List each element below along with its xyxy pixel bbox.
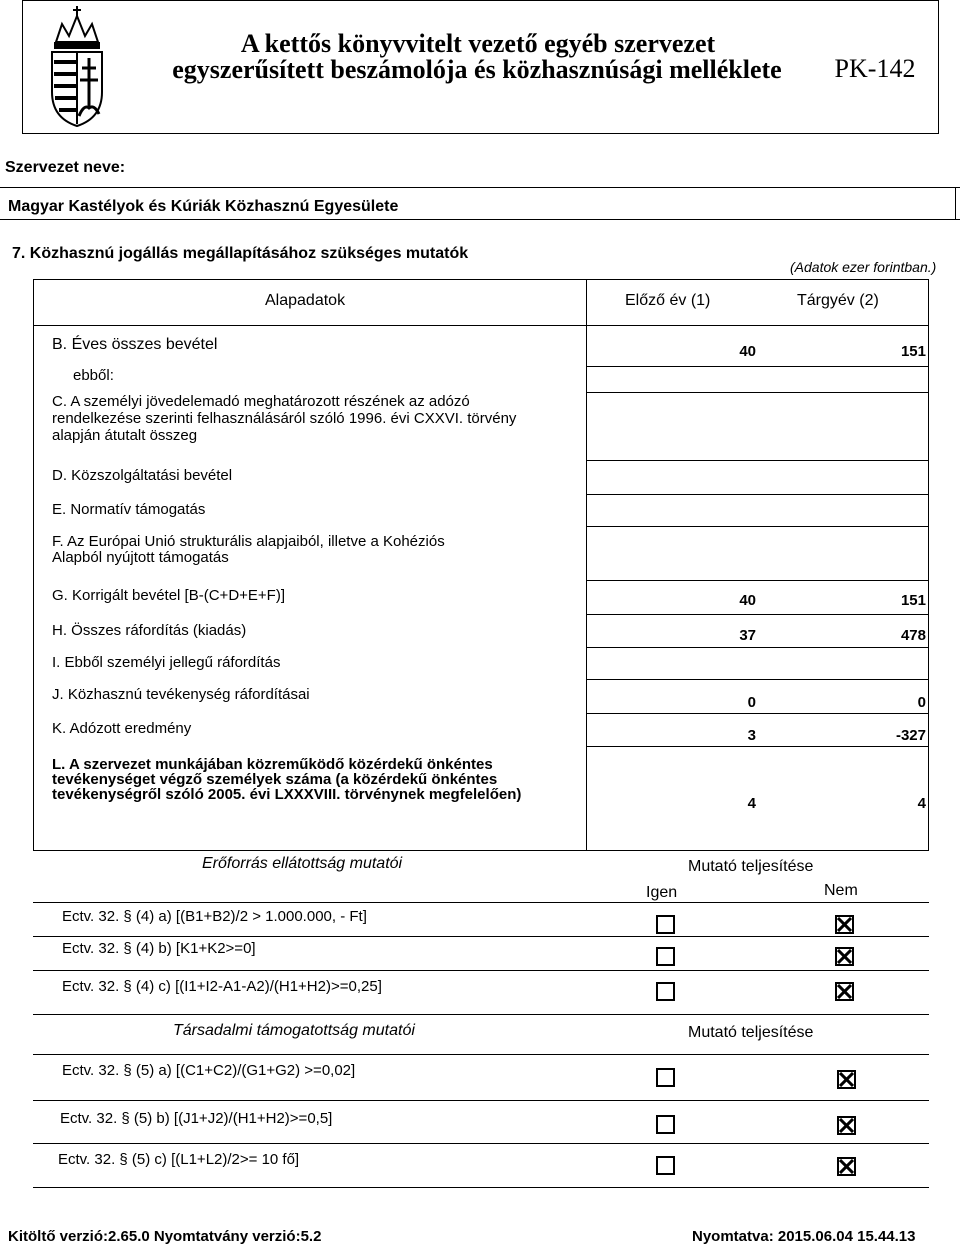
divider: [0, 219, 960, 220]
row-divider: [586, 526, 929, 527]
checkbox-no[interactable]: [835, 915, 854, 934]
table-border: [33, 279, 929, 280]
checkbox-yes[interactable]: [656, 982, 675, 1001]
row-divider: [586, 494, 929, 495]
checkbox-no[interactable]: [837, 1157, 856, 1176]
divider: [33, 902, 929, 903]
row-label-f: F. Az Európai Unió strukturális alapjaiból, illetve a Kohéziós Alapból nyújtott támogatás: [52, 533, 445, 566]
row-divider: [586, 746, 929, 747]
table-border: [586, 279, 587, 851]
row-divider: [586, 679, 929, 680]
resource-item-label: Ectv. 32. § (4) c) [(I1+I2-A1-A2)/(H1+H2)>=0,25]: [62, 978, 382, 995]
form-title-line1: A kettős könyvvitelt vezető egyéb szervezet: [240, 29, 716, 58]
table-border: [33, 850, 929, 851]
social-item-label: Ectv. 32. § (5) c) [(L1+L2)/2>= 10 fő]: [58, 1151, 300, 1168]
section-title: 7. Közhasznú jogállás megállapításához szükséges mutatók: [12, 245, 469, 262]
row-label-c: C. A személyi jövedelemadó meghatározott részének az adózó rendelkezése szerinti felhasználásáról szóló 1996. évi CXXVI. törvény alapján átutalt összeg: [52, 393, 517, 444]
table-border: [33, 325, 929, 326]
divider: [33, 1100, 929, 1101]
checkmark-x-icon: [839, 1072, 854, 1087]
row-label-d: D. Közszolgáltatási bevétel: [52, 467, 233, 484]
unit-note: (Adatok ezer forintban.): [790, 259, 937, 275]
value-b-curr: 151: [900, 343, 926, 360]
row-divider: [586, 647, 929, 648]
row-label-b: B. Éves összes bevétel: [52, 336, 218, 353]
value-g-prev: 40: [739, 592, 756, 609]
value-l-prev: 4: [747, 795, 756, 812]
checkmark-x-icon: [839, 1159, 854, 1174]
resources-perf-title: Mutató teljesítése: [688, 858, 814, 875]
row-label-k: K. Adózott eredmény: [52, 720, 192, 737]
resources-no-header: Nem: [824, 882, 858, 899]
row-label-l: L. A szervezet munkájában közreműködő közérdekű önkéntes tevékenységet végző személyek száma (a közérdekű önkéntes tevékenységről szóló 2005. évi LXXXVIII. törvénynek megfelelően): [52, 756, 522, 803]
divider: [33, 1054, 929, 1055]
col-header-prev: Előző év (1): [625, 292, 711, 309]
checkmark-x-icon: [837, 984, 852, 999]
table-border: [928, 279, 929, 851]
checkbox-yes[interactable]: [656, 947, 675, 966]
org-name-label: Szervezet neve:: [5, 159, 126, 176]
divider: [33, 936, 929, 937]
row-label-e: E. Normatív támogatás: [52, 501, 206, 518]
col-header-curr: Tárgyév (2): [797, 292, 879, 309]
checkmark-x-icon: [837, 949, 852, 964]
checkmark-x-icon: [837, 917, 852, 932]
social-item-label: Ectv. 32. § (5) b) [(J1+J2)/(H1+H2)>=0,5]: [60, 1110, 333, 1127]
checkbox-no[interactable]: [835, 982, 854, 1001]
table-border: [33, 279, 34, 851]
hungarian-coat-of-arms-icon: [42, 4, 112, 129]
footer-printed: Nyomtatva: 2015.06.04 15.44.13: [692, 1228, 916, 1245]
row-label-j: J. Közhasznú tevékenység ráfordításai: [52, 686, 310, 703]
social-perf-title: Mutató teljesítése: [688, 1024, 814, 1041]
resources-yes-header: Igen: [646, 884, 678, 901]
checkbox-yes[interactable]: [656, 915, 675, 934]
row-divider: [586, 713, 929, 714]
divider: [955, 187, 956, 219]
checkbox-no[interactable]: [837, 1070, 856, 1089]
resource-item-label: Ectv. 32. § (4) b) [K1+K2>=0]: [62, 940, 256, 957]
col-header-base: Alapadatok: [265, 292, 346, 309]
value-g-curr: 151: [900, 592, 926, 609]
row-divider: [586, 580, 929, 581]
checkbox-yes[interactable]: [656, 1156, 675, 1175]
social-title: Társadalmi támogatottság mutatói: [173, 1022, 415, 1039]
row-divider: [586, 392, 929, 393]
divider: [0, 187, 960, 188]
value-h-prev: 37: [739, 627, 756, 644]
row-label-ebbol: ebből:: [73, 367, 114, 384]
divider: [33, 1014, 929, 1015]
row-label-g: G. Korrigált bevétel [B-(C+D+E+F)]: [52, 587, 285, 604]
social-item-label: Ectv. 32. § (5) a) [(C1+C2)/(G1+G2) >=0,02]: [62, 1062, 356, 1079]
value-b-prev: 40: [739, 343, 756, 360]
value-j-curr: 0: [917, 694, 926, 711]
value-l-curr: 4: [917, 795, 926, 812]
form-code: PK-142: [834, 54, 916, 83]
checkbox-no[interactable]: [837, 1116, 856, 1135]
row-divider: [586, 460, 929, 461]
checkbox-yes[interactable]: [656, 1068, 675, 1087]
footer-version: Kitöltő verzió:2.65.0 Nyomtatvány verzió:5.2: [8, 1228, 322, 1245]
value-j-prev: 0: [747, 694, 756, 711]
resource-item-label: Ectv. 32. § (4) a) [(B1+B2)/2 > 1.000.000, - Ft]: [62, 908, 367, 925]
value-k-curr: -327: [895, 727, 926, 744]
divider: [33, 1143, 929, 1144]
checkbox-no[interactable]: [835, 947, 854, 966]
row-label-i: I. Ebből személyi jellegű ráfordítás: [52, 654, 281, 671]
value-k-prev: 3: [747, 727, 756, 744]
divider: [33, 1187, 929, 1188]
org-name-value: Magyar Kastélyok és Kúriák Közhasznú Egyesülete: [8, 198, 399, 215]
divider: [33, 970, 929, 971]
form-title-line2: egyszerűsített beszámolója és közhasznúsági melléklete: [172, 55, 782, 84]
row-divider: [586, 614, 929, 615]
checkmark-x-icon: [839, 1118, 854, 1133]
resources-title: Erőforrás ellátottság mutatói: [202, 855, 403, 872]
checkbox-yes[interactable]: [656, 1115, 675, 1134]
row-label-h: H. Összes ráfordítás (kiadás): [52, 622, 247, 639]
value-h-curr: 478: [900, 627, 926, 644]
row-divider: [586, 366, 929, 367]
